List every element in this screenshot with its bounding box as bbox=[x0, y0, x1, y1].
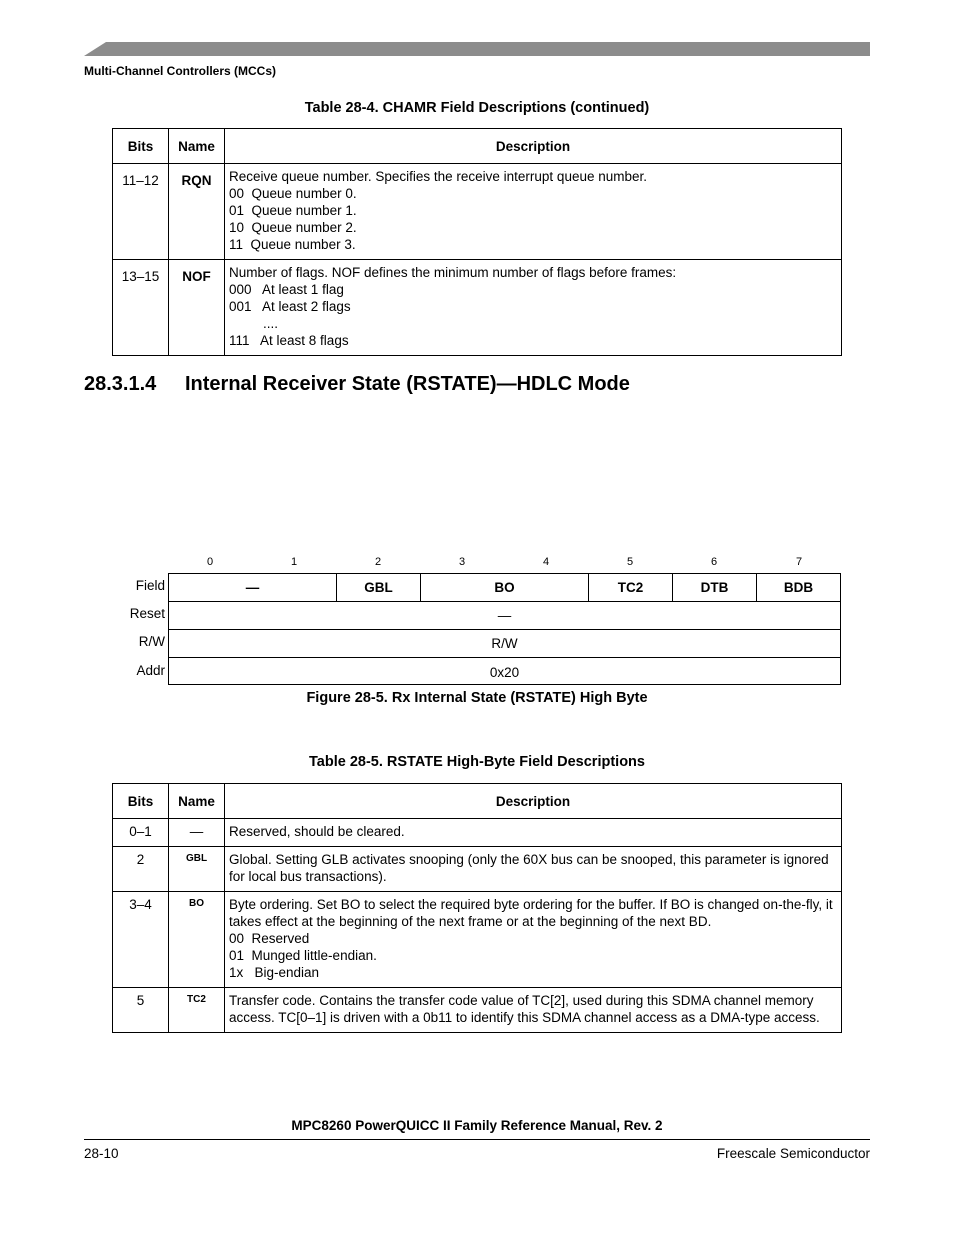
bits-cell: 5 bbox=[113, 988, 169, 1033]
bits-cell: 0–1 bbox=[113, 819, 169, 847]
description-line: .... bbox=[263, 316, 279, 331]
description-line: 10 Queue number 2. bbox=[229, 220, 357, 235]
description-cell bbox=[225, 988, 842, 1033]
description-cell bbox=[225, 164, 842, 260]
reset-row bbox=[169, 602, 840, 630]
name-cell: BO bbox=[169, 892, 225, 988]
bits-cell: 3–4 bbox=[113, 892, 169, 988]
table-caption: Table 28-5. RSTATE High-Byte Field Descriptions bbox=[309, 754, 645, 770]
column-header: Description bbox=[225, 784, 842, 819]
field-row bbox=[169, 574, 840, 602]
column-header: Bits bbox=[113, 129, 169, 164]
bit-number: 1 bbox=[290, 556, 298, 568]
name-cell: RQN bbox=[169, 164, 225, 260]
bits-cell: 2 bbox=[113, 847, 169, 892]
bit-number: 4 bbox=[542, 556, 550, 568]
table-header-row bbox=[113, 784, 842, 819]
addr-value: 0x20 bbox=[489, 664, 520, 680]
table-row bbox=[113, 819, 842, 847]
field-bo: BO bbox=[421, 574, 589, 601]
field-gbl: GBL bbox=[337, 574, 421, 601]
description-line: Global. Setting GLB activates snooping (only the 60X bus can be snooped, this parameter is ignored for local bus transactions). bbox=[229, 852, 829, 884]
bit-number: 5 bbox=[626, 556, 634, 568]
row-label-addr: Addr bbox=[136, 663, 165, 678]
field-dtb: DTB bbox=[673, 574, 757, 601]
bits-cell: 13–15 bbox=[113, 260, 169, 356]
section-title: Internal Receiver State (RSTATE)—HDLC Mode bbox=[185, 373, 630, 395]
description-line: 01 Queue number 1. bbox=[229, 203, 357, 218]
company-name: Freescale Semiconductor bbox=[716, 1146, 870, 1161]
name-cell: TC2 bbox=[169, 988, 225, 1033]
table-row bbox=[113, 164, 842, 260]
rstate-table bbox=[112, 783, 842, 1033]
table-row bbox=[113, 847, 842, 892]
figure-caption: Figure 28-5. Rx Internal State (RSTATE) High Byte bbox=[306, 690, 648, 706]
running-head: Multi-Channel Controllers (MCCs) bbox=[84, 64, 276, 78]
description-line: 00 Reserved bbox=[229, 931, 310, 946]
register-diagram bbox=[168, 573, 841, 685]
page-number: 28-10 bbox=[84, 1146, 119, 1161]
row-label-field: Field bbox=[135, 578, 165, 593]
description-cell bbox=[225, 260, 842, 356]
table-row bbox=[113, 988, 842, 1033]
column-header: Bits bbox=[113, 784, 169, 819]
description-line: 1x Big-endian bbox=[229, 965, 320, 980]
description-line: Byte ordering. Set BO to select the required byte ordering for the buffer. If BO is changed on-the-fly, it takes effect at the beginning of the next frame or at the beginning of the next BD. bbox=[229, 897, 833, 929]
description-line: 00 Queue number 0. bbox=[229, 186, 357, 201]
description-line: Transfer code. Contains the transfer code value of TC[2], used during this SDMA channel memory access. TC[0–1] is driven with a 0b11 to identify this SDMA channel access as a DMA-type access. bbox=[229, 993, 820, 1025]
description-line: Reserved, should be cleared. bbox=[229, 824, 405, 839]
bit-number: 0 bbox=[206, 556, 214, 568]
description-line: Number of flags. NOF defines the minimum number of flags before frames: bbox=[229, 265, 677, 280]
field-bdb: BDB bbox=[783, 580, 814, 595]
bit-number: 7 bbox=[795, 556, 803, 568]
section-heading bbox=[84, 373, 630, 396]
bit-number: 3 bbox=[458, 556, 466, 568]
description-cell bbox=[225, 819, 842, 847]
description-cell bbox=[225, 892, 842, 988]
description-line: 001 At least 2 flags bbox=[229, 299, 351, 314]
footer-divider bbox=[84, 1139, 870, 1140]
table-row bbox=[113, 260, 842, 356]
section-number: 28.3.1.4 bbox=[84, 373, 157, 395]
reset-value: — bbox=[497, 608, 512, 623]
bits-cell: 11–12 bbox=[113, 164, 169, 260]
description-line: 111 At least 8 flags bbox=[229, 333, 349, 348]
description-line: 000 At least 1 flag bbox=[229, 282, 344, 297]
chamr-table bbox=[112, 128, 842, 356]
column-header: Name bbox=[169, 129, 225, 164]
field-tc2: TC2 bbox=[589, 574, 673, 601]
description-cell bbox=[225, 847, 842, 892]
description-line: Receive queue number. Specifies the receive interrupt queue number. bbox=[229, 169, 648, 184]
table-header-row bbox=[113, 129, 842, 164]
bit-number: 6 bbox=[710, 556, 718, 568]
field-reserved: — bbox=[169, 574, 337, 601]
addr-row bbox=[169, 658, 840, 686]
rw-row bbox=[169, 630, 840, 658]
row-label-rw: R/W bbox=[138, 634, 165, 649]
row-label-reset: Reset bbox=[129, 606, 165, 621]
footer-manual-title: MPC8260 PowerQUICC II Family Reference Manual, Rev. 2 bbox=[291, 1118, 663, 1133]
table-row bbox=[113, 892, 842, 988]
name-cell: — bbox=[169, 819, 225, 847]
table-caption: Table 28-4. CHAMR Field Descriptions (continued) bbox=[304, 100, 650, 116]
description-line: 01 Munged little-endian. bbox=[229, 948, 377, 963]
description-line: 11 Queue number 3. bbox=[229, 237, 356, 252]
column-header: Name bbox=[169, 784, 225, 819]
column-header: Description bbox=[225, 129, 842, 164]
name-cell: NOF bbox=[169, 260, 225, 356]
rw-value: R/W bbox=[491, 636, 518, 651]
bit-number: 2 bbox=[374, 556, 382, 568]
name-cell: GBL bbox=[169, 847, 225, 892]
header-bar bbox=[84, 42, 870, 56]
